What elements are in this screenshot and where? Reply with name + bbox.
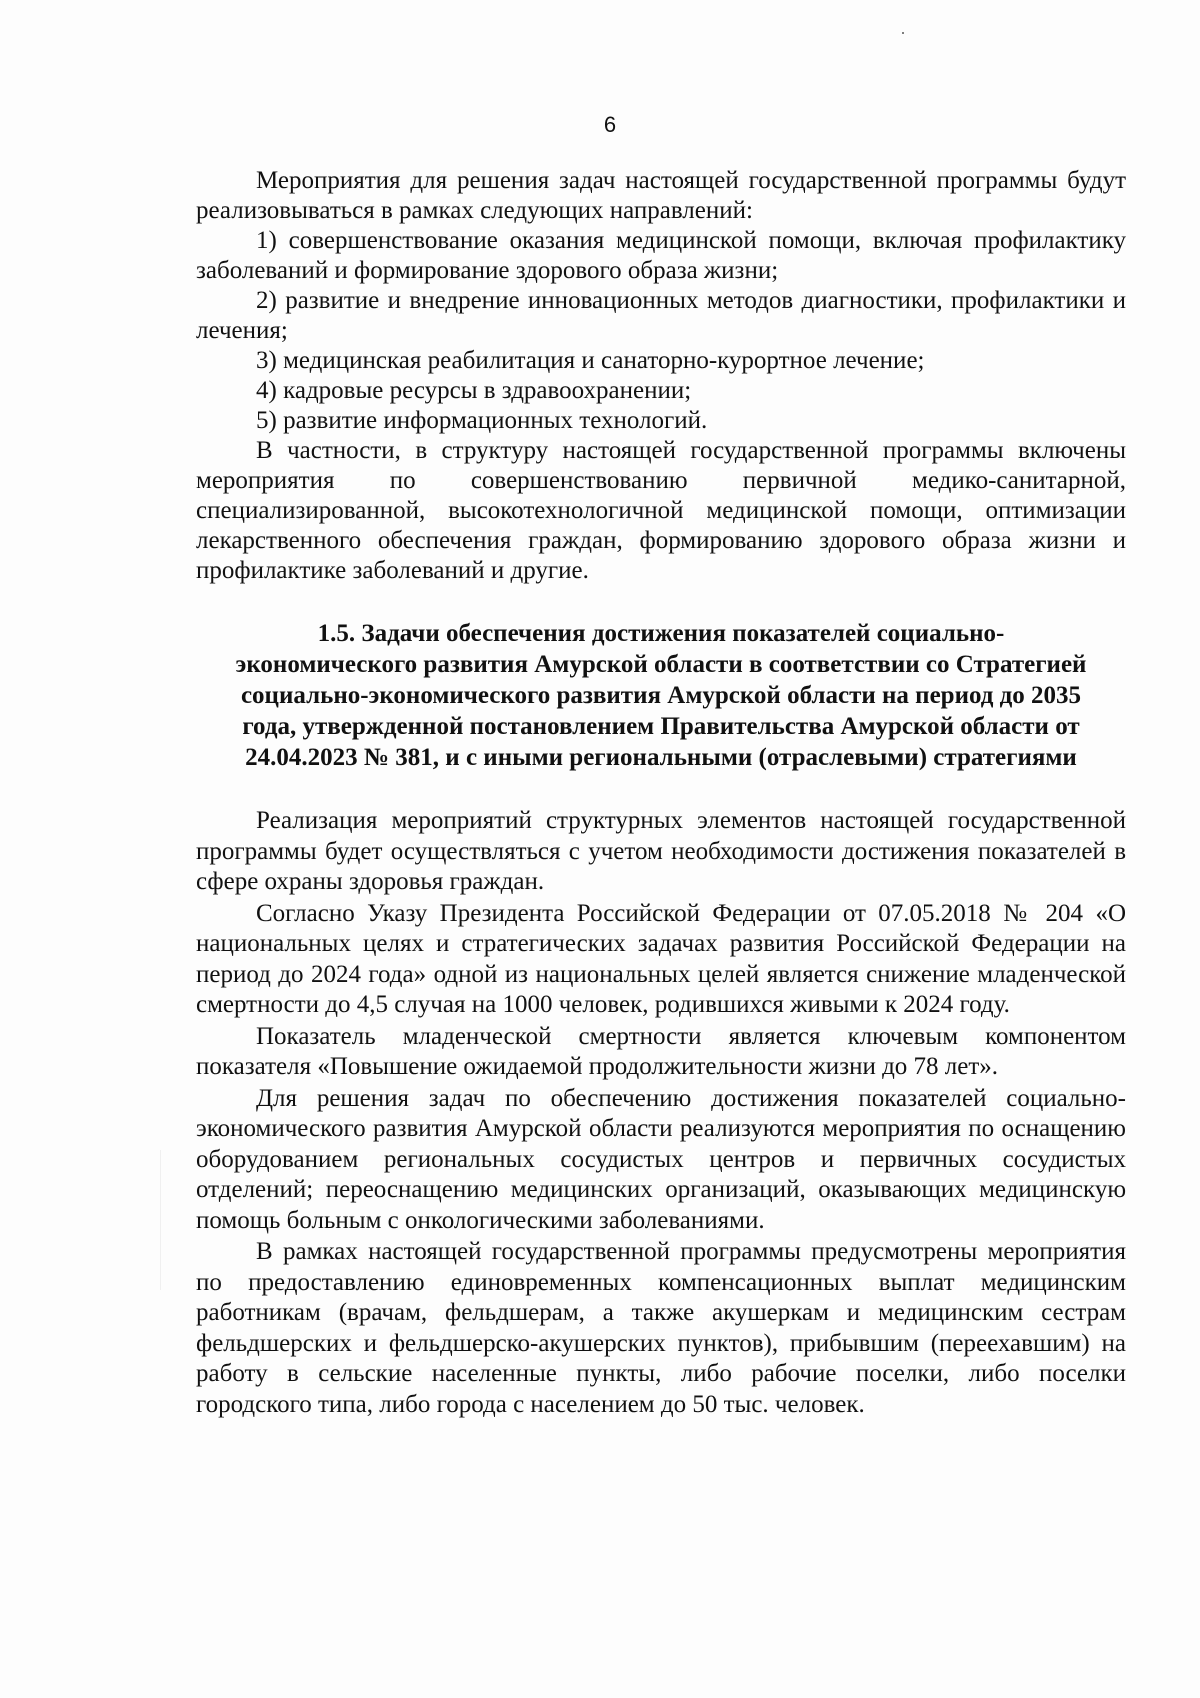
- scan-speck: [902, 32, 904, 34]
- paragraph-intro: Мероприятия для решения задач настоящей государственной программы будут реализовываться в рамках следующих направлений:: [196, 167, 1126, 224]
- paragraph-equipment: Для решения задач по обеспечению достижения показателей социально-экономического развития Амурской области реализуются мероприятия по оснащению оборудованием региональных сосудистых центров и первичных сосудистых отделений; переоснащению медицинских организаций, оказывающих медицинскую помощь больным с онкологическими заболеваниями.: [196, 1084, 1126, 1234]
- heading-line: 1.5. Задачи обеспечения достижения показателей социально-: [317, 620, 1005, 647]
- list-item-1: 1) совершенствование оказания медицинской помощи, включая профилактику заболеваний и формирование здорового образа жизни;: [196, 227, 1126, 284]
- paragraph-implementation: Реализация мероприятий структурных элементов настоящей государственной программы будет осуществляться с учетом необходимости достижения показателей в сфере охраны здоровья граждан.: [196, 807, 1126, 895]
- page-number: 6: [603, 112, 617, 137]
- list-item-2: 2) развитие и внедрение инновационных методов диагностики, профилактики и лечения;: [196, 287, 1126, 344]
- heading-line: социально-экономического развития Амурской области на период до 2035: [240, 682, 1082, 709]
- paragraph-structure: В частности, в структуру настоящей государственной программы включены мероприятия по совершенствованию первичной медико-санитарной, специализированной, высокотехнологичной медицинской помощи, оптимизации лекарственного обеспечения граждан, формированию здорового образа жизни и профилактике заболеваний и другие.: [196, 437, 1126, 584]
- body-section: [196, 806, 1126, 1420]
- paragraph-indicator: Показатель младенческой смертности является ключевым компонентом показателя «Повышение ожидаемой продолжительности жизни до 78 лет».: [196, 1022, 1126, 1080]
- list-item-5: 5) развитие информационных технологий.: [256, 407, 708, 434]
- heading-line: 24.04.2023 № 381, и с иными региональными (отраслевыми) стратегиями: [245, 744, 1077, 771]
- heading-line: года, утвержденной постановлением Правительства Амурской области от: [242, 713, 1080, 740]
- scan-artifact-line: [160, 1150, 161, 1290]
- heading-line: экономического развития Амурской области в соответствии со Стратегией: [235, 651, 1087, 678]
- intro-section: [196, 166, 1126, 586]
- section-heading: [196, 618, 1126, 773]
- list-item-4: 4) кадровые ресурсы в здравоохранении;: [256, 377, 692, 404]
- paragraph-compensation: В рамках настоящей государственной программы предусмотрены мероприятия по предоставлению единовременных компенсационных выплат медицинским работникам (врачам, фельдшерам, а также акушеркам и медицинским сестрам фельдшерских и фельдшерско-акушерских пунктов), прибывшим (переехавшим) на работу в сельские населенные пункты, либо рабочие поселки, либо поселки городского типа, либо города с населением до 50 тыс. человек.: [196, 1238, 1126, 1418]
- list-item-3: 3) медицинская реабилитация и санаторно-курортное лечение;: [256, 347, 925, 374]
- paragraph-decree: Согласно Указу Президента Российской Федерации от 07.05.2018 № 204 «О национальных целях и стратегических задачах развития Российской Федерации на период до 2024 года» одной из национальных целей является снижение младенческой смертности до 4,5 случая на 1000 человек, родившихся живыми к 2024 году.: [196, 899, 1126, 1018]
